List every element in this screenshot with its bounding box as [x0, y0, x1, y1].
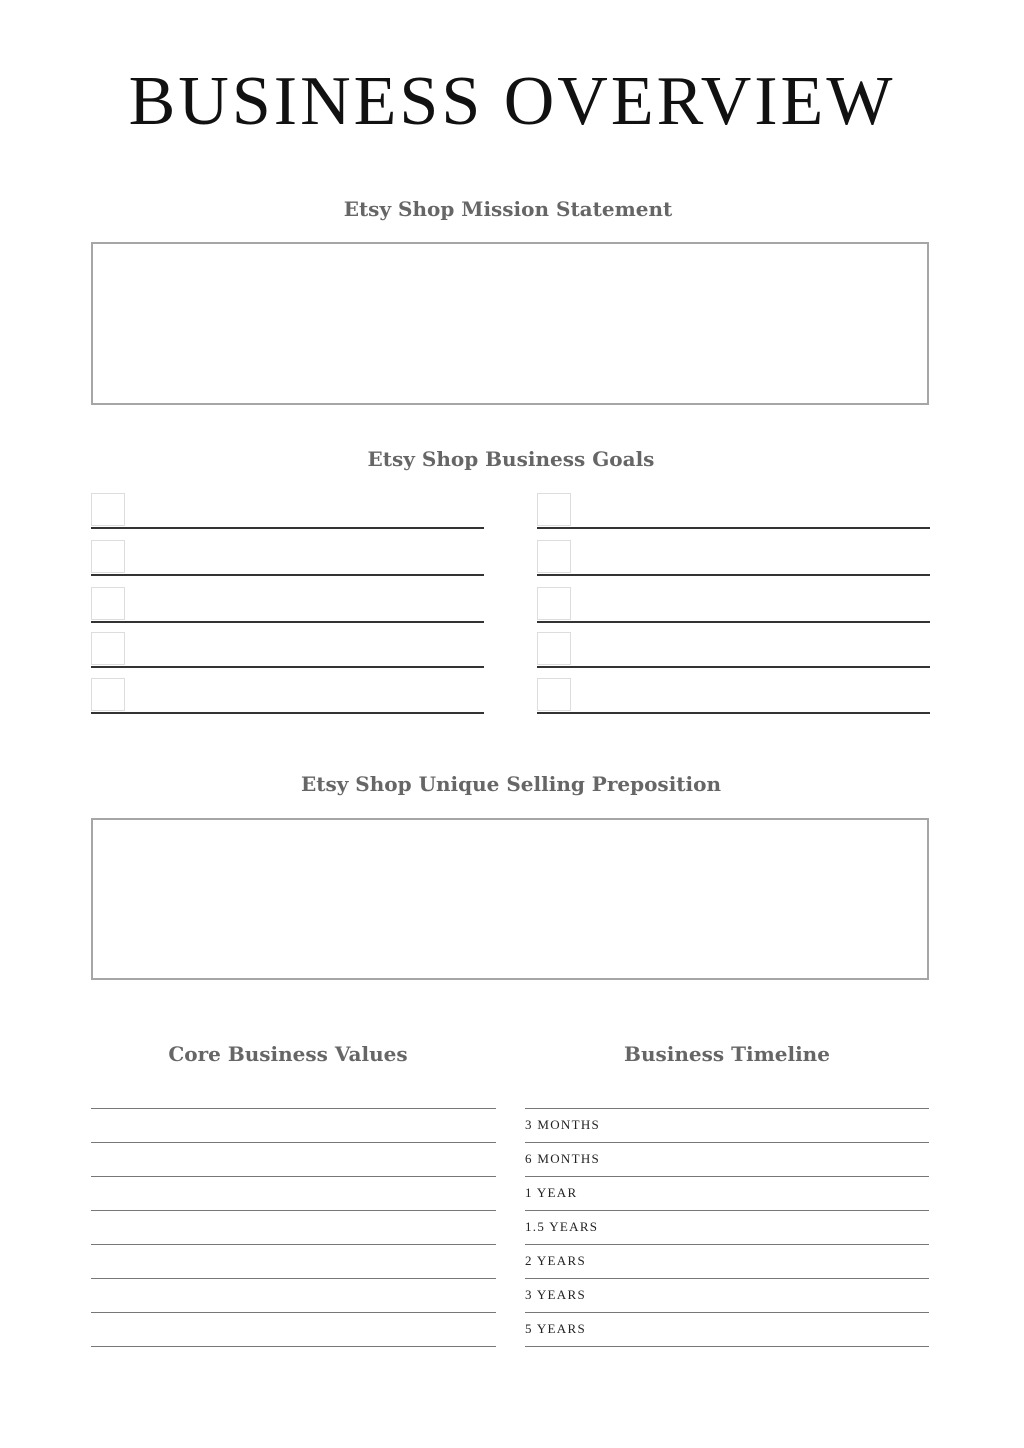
timeline-row[interactable]	[525, 1176, 929, 1211]
timeline-row[interactable]	[525, 1244, 929, 1279]
timeline-label: 5 YEARS	[525, 1321, 586, 1336]
goal-checkbox[interactable]	[537, 678, 571, 711]
values-heading: Core Business Values	[168, 1042, 408, 1066]
value-line[interactable]	[91, 1108, 496, 1143]
timeline-label: 6 MONTHS	[525, 1151, 601, 1166]
value-line[interactable]	[91, 1176, 496, 1211]
usp-field[interactable]	[91, 818, 929, 980]
goal-line[interactable]	[91, 632, 484, 668]
mission-heading: Etsy Shop Mission Statement	[343, 197, 673, 221]
timeline-label: 2 YEARS	[525, 1253, 586, 1268]
goal-line[interactable]	[91, 540, 484, 576]
goal-checkbox[interactable]	[537, 587, 571, 620]
goal-checkbox[interactable]	[91, 632, 125, 665]
timeline-row[interactable]	[525, 1108, 929, 1143]
goals-heading: Etsy Shop Business Goals	[367, 447, 655, 471]
timeline-row[interactable]	[525, 1142, 929, 1177]
timeline-bottom-line	[525, 1346, 929, 1347]
timeline-row[interactable]	[525, 1312, 929, 1347]
timeline-row[interactable]	[525, 1278, 929, 1313]
timeline-label: 3 MONTHS	[525, 1117, 601, 1132]
mission-statement-field[interactable]	[91, 242, 929, 405]
goal-checkbox[interactable]	[91, 493, 125, 526]
value-line[interactable]	[91, 1210, 496, 1245]
goal-checkbox[interactable]	[91, 678, 125, 711]
goal-line[interactable]	[537, 587, 930, 623]
goal-line[interactable]	[91, 493, 484, 529]
goal-checkbox[interactable]	[91, 540, 125, 573]
page-title: BUSINESS OVERVIEW	[128, 63, 896, 140]
goal-line[interactable]	[537, 632, 930, 668]
timeline-label: 1 YEAR	[525, 1185, 578, 1200]
timeline-label: 3 YEARS	[525, 1287, 586, 1302]
usp-heading: Etsy Shop Unique Selling Preposition	[300, 772, 722, 796]
goal-checkbox[interactable]	[537, 493, 571, 526]
goal-checkbox[interactable]	[537, 540, 571, 573]
goal-line[interactable]	[91, 678, 484, 714]
value-line[interactable]	[91, 1278, 496, 1313]
goal-line[interactable]	[537, 493, 930, 529]
value-line[interactable]	[91, 1312, 496, 1347]
value-line[interactable]	[91, 1346, 496, 1347]
timeline-row[interactable]	[525, 1210, 929, 1245]
goal-line[interactable]	[537, 678, 930, 714]
goal-line[interactable]	[91, 587, 484, 623]
value-line[interactable]	[91, 1244, 496, 1279]
timeline-heading: Business Timeline	[624, 1042, 830, 1066]
goal-checkbox[interactable]	[537, 632, 571, 665]
value-line[interactable]	[91, 1142, 496, 1177]
timeline-label: 1.5 YEARS	[525, 1219, 599, 1234]
goal-line[interactable]	[537, 540, 930, 576]
goal-checkbox[interactable]	[91, 587, 125, 620]
